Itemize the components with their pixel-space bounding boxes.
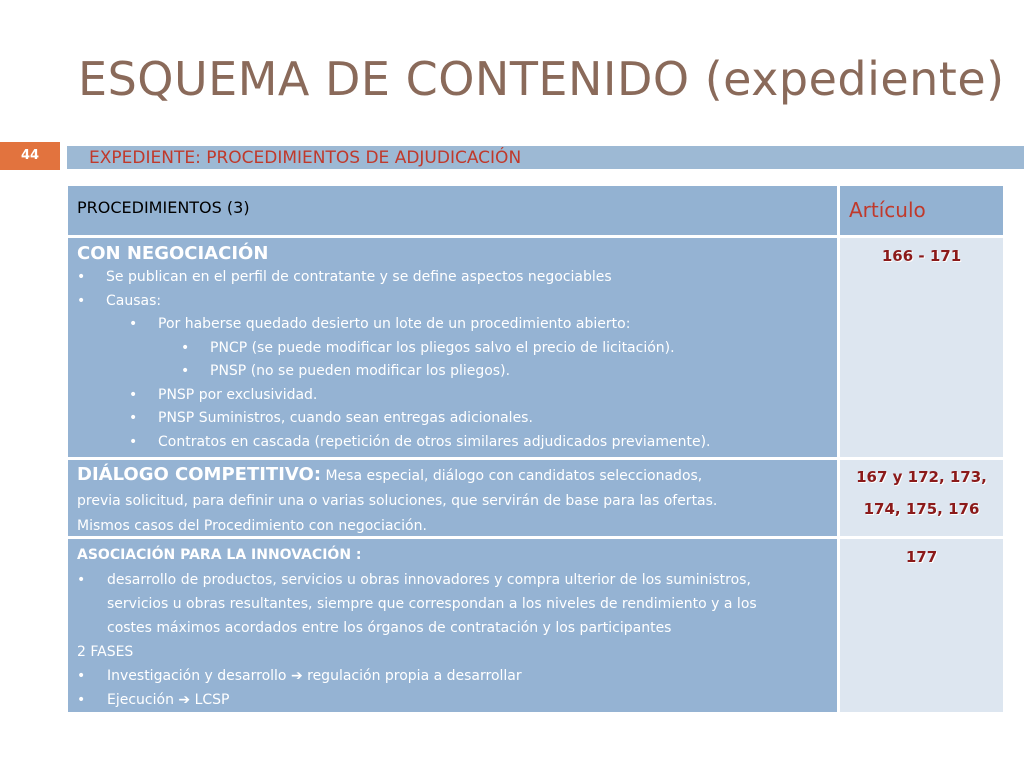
slide-number: 44 <box>0 142 60 170</box>
header-procedures: PROCEDIMIENTOS (3) <box>68 186 837 235</box>
dialog-line: previa solicitud, para definir una o varias soluciones, que servirán de base para las ofertas. <box>77 493 718 509</box>
list-item: • Contratos en cascada (repetición de otros similares adjudicados previamente). <box>77 431 828 455</box>
row-con-negociacion <box>68 238 837 457</box>
list-item: • PNSP por exclusividad. <box>77 384 828 408</box>
slide-subtitle: EXPEDIENTE: PROCEDIMIENTOS DE ADJUDICACIÓN <box>89 148 522 168</box>
bullet-icon: • <box>129 316 138 332</box>
procedures-table <box>68 186 1003 712</box>
list-item: • PNCP (se puede modificar los pliegos salvo el precio de licitación). <box>77 337 828 361</box>
bullet-icon: • <box>129 433 138 450</box>
article-cell <box>840 539 1003 712</box>
header-article: Artículo <box>840 186 1003 235</box>
article-ref: 174, 175, 176 <box>863 500 980 518</box>
row-dialogo-competitivo <box>68 460 837 536</box>
article-cell <box>840 238 1003 457</box>
list-item: • Investigación y desarrollo ➔ regulación propia a desarrollar <box>77 664 828 688</box>
bullet-icon: • <box>181 363 190 379</box>
bullet-icon: • <box>77 292 86 309</box>
article-ref: 177 <box>905 548 938 566</box>
phases-label: 2 FASES <box>77 644 134 660</box>
bullet-icon: • <box>77 668 86 684</box>
article-ref: 166 - 171 <box>881 247 962 265</box>
list-item-continuation: servicios u obras resultantes, siempre que correspondan a los niveles de rendimiento y a los <box>107 596 757 612</box>
bullet-icon: • <box>77 572 86 588</box>
bullet-icon: • <box>129 410 138 426</box>
row-asociacion-innovacion <box>68 539 837 712</box>
list-item: • PNSP Suministros, cuando sean entregas adicionales. <box>77 407 828 431</box>
article-ref: 167 y 172, 173, <box>856 468 987 486</box>
list-item: • Causas: <box>77 290 828 314</box>
list-item: • PNSP (no se pueden modificar los pliegos). <box>77 360 828 384</box>
section-title: CON NEGOCIACIÓN <box>77 243 269 264</box>
section-title: DIÁLOGO COMPETITIVO: <box>77 464 322 485</box>
bullet-icon: • <box>181 339 190 356</box>
bullet-icon: • <box>77 692 86 708</box>
bullet-icon: • <box>77 269 86 285</box>
slide-title: ESQUEMA DE CONTENIDO (expediente) <box>78 52 1005 106</box>
article-cell <box>840 460 1003 536</box>
bullet-icon: • <box>129 386 138 403</box>
dialog-line: DIÁLOGO COMPETITIVO: Mesa especial, diálogo con candidatos seleccionados, <box>77 464 703 485</box>
list-item: • desarrollo de productos, servicios u obras innovadores y compra ulterior de los suministros, <box>77 568 828 592</box>
list-item-continuation: costes máximos acordados entre los órganos de contratación y los participantes <box>107 620 672 636</box>
section-title: ASOCIACIÓN PARA LA INNOVACIÓN : <box>77 547 362 563</box>
list-item: • Se publican en el perfil de contratante y se define aspectos negociables <box>77 266 828 290</box>
dialog-line: Mismos casos del Procedimiento con negociación. <box>77 518 427 534</box>
list-item: • Ejecución ➔ LCSP <box>77 688 828 712</box>
list-item: • Por haberse quedado desierto un lote de un procedimiento abierto: <box>77 313 828 337</box>
